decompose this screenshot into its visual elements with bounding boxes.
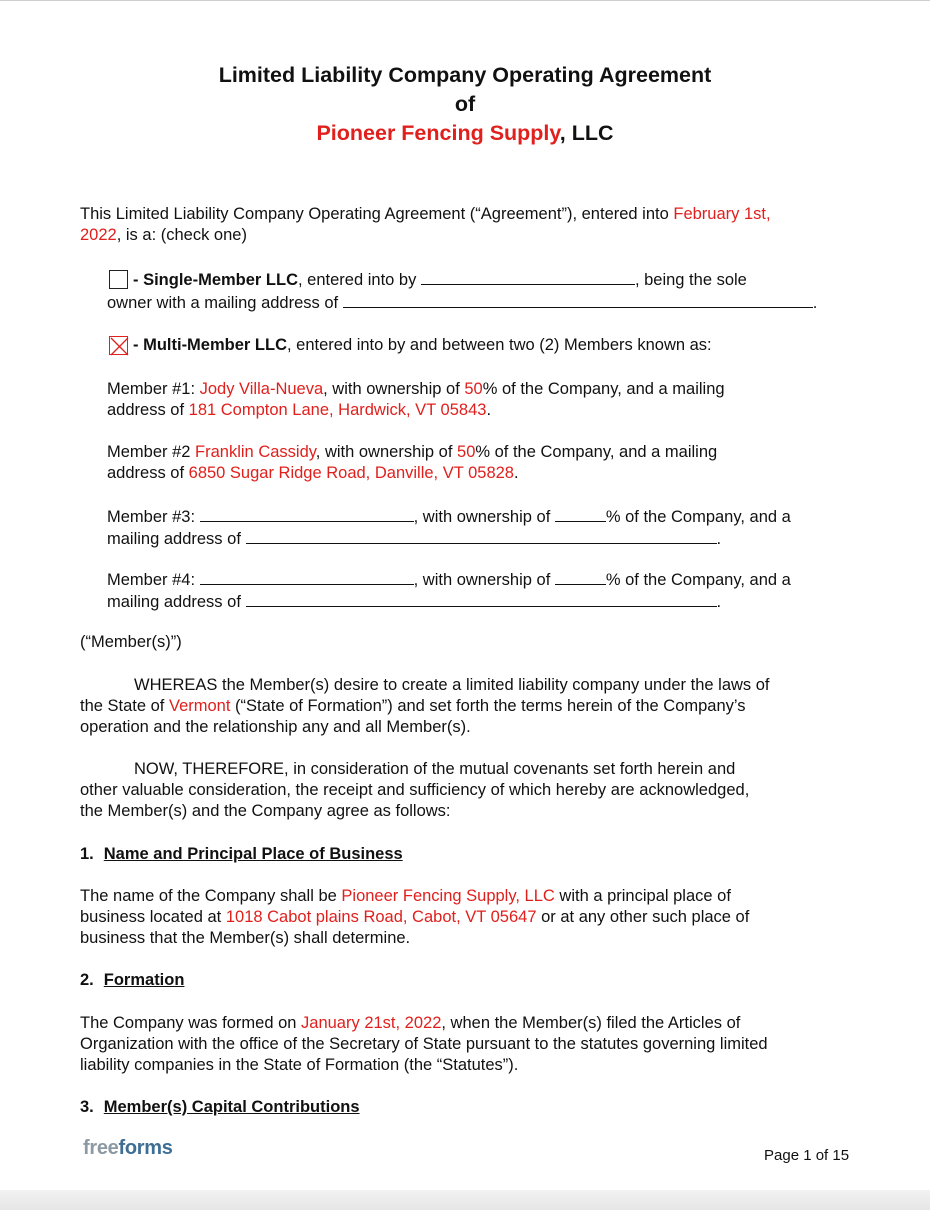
section-1-text: The name of the Company shall be (80, 887, 342, 905)
single-member-text-2: , being the sole (634, 271, 747, 289)
member-3-entry (107, 506, 791, 550)
section-1-text-2: with a principal place of (554, 887, 731, 905)
intro-text: This Limited Liability Company Operating Agreement (“Agreement”), entered into (80, 205, 674, 223)
section-title: Name and Principal Place of Business (103, 845, 403, 863)
member-3-name-blank[interactable] (200, 506, 414, 522)
whereas-line-2a: the State of (80, 697, 169, 715)
logo-free: free (83, 1137, 119, 1159)
single-member-checkbox[interactable] (109, 270, 128, 289)
intro-date-year: 2022 (80, 226, 117, 244)
section-3-heading (80, 1097, 360, 1118)
members-label: (“Member(s)”) (80, 633, 182, 651)
logo-forms: forms (118, 1137, 173, 1159)
page-bottom-edge (0, 1190, 930, 1210)
section-2-text: The Company was formed on (80, 1014, 302, 1032)
intro-text-end: , is a: (check one) (116, 226, 247, 244)
member-3-address-blank[interactable] (246, 528, 717, 544)
company-name: Pioneer Fencing Supply, LLC (341, 887, 555, 905)
title-line-1: Limited Liability Company Operating Agreement (218, 63, 712, 87)
member-1-address: 181 Compton Lane, Hardwick, VT 05843 (188, 401, 487, 419)
member-4-text: % of the Company, and a (605, 571, 791, 589)
document-title (0, 61, 930, 148)
member-2-prefix: Member #2 (107, 443, 196, 461)
intro-paragraph (80, 204, 771, 246)
single-member-line-1 (133, 269, 747, 291)
section-2-heading (80, 970, 184, 991)
member-4-address-blank[interactable] (246, 591, 717, 607)
now-therefore-line-3: the Member(s) and the Company agree as follows: (80, 802, 451, 820)
intro-date: February 1st, (673, 205, 771, 223)
member-3-address-label: mailing address of (107, 530, 246, 548)
section-number: 2. (80, 971, 94, 989)
member-3-text: % of the Company, and a (605, 508, 791, 526)
page-number: Page 1 of 15 (764, 1147, 850, 1164)
member-3-ownership-label: , with ownership of (413, 508, 555, 526)
section-1-text-3: business located at (80, 908, 226, 926)
multi-member-line (133, 335, 712, 356)
single-member-address-label: owner with a mailing address of (107, 294, 343, 312)
section-2-text-2: , when the Member(s) filed the Articles of (441, 1014, 741, 1032)
single-member-label: - Single-Member LLC (133, 271, 299, 289)
multi-member-label: - Multi-Member LLC (133, 336, 287, 354)
checkbox-x-icon (110, 337, 129, 356)
member-2-ownership: 50 (457, 443, 476, 461)
whereas-line-2b: (“State of Formation”) and set forth the terms herein of the Company’s (230, 697, 746, 715)
member-3-ownership-blank[interactable] (555, 506, 606, 522)
period: . (716, 593, 722, 611)
multi-member-checkbox[interactable] (109, 336, 128, 355)
section-1-text-5: business that the Member(s) shall determine. (80, 929, 411, 947)
whereas-paragraph (80, 675, 770, 738)
freeforms-logo (83, 1137, 173, 1160)
whereas-line-1: WHEREAS the Member(s) desire to create a limited liability company under the laws of (134, 676, 770, 694)
member-4-ownership-label: , with ownership of (413, 571, 555, 589)
member-2-address: 6850 Sugar Ridge Road, Danville, VT 05828 (188, 464, 514, 482)
section-1-heading (80, 844, 403, 865)
single-member-address-blank[interactable] (343, 292, 813, 308)
member-2-entry (107, 442, 717, 484)
title-company-suffix: , LLC (559, 121, 614, 145)
section-2-body (80, 1013, 768, 1076)
member-4-entry (107, 569, 791, 613)
member-1-ownership: 50 (464, 380, 483, 398)
now-therefore-line-2: other valuable consideration, the receipt and sufficiency of which hereby are acknowledged, (80, 781, 750, 799)
member-2-name: Franklin Cassidy (195, 443, 316, 461)
section-2-text-4: liability companies in the State of Formation (the “Statutes”). (80, 1056, 519, 1074)
title-line-2: of (454, 92, 476, 116)
now-therefore-line-1: NOW, THEREFORE, in consideration of the mutual covenants set forth herein and (134, 760, 736, 778)
state-of-formation: Vermont (168, 697, 231, 715)
member-1-entry (107, 379, 725, 421)
member-1-address-label: address of (107, 401, 189, 419)
member-1-ownership-label: , with ownership of (323, 380, 465, 398)
member-2-ownership-label: , with ownership of (315, 443, 458, 461)
multi-member-text: , entered into by and between two (2) Members known as: (287, 336, 712, 354)
section-2-text-3: Organization with the office of the Secretary of State pursuant to the statutes governing limited (80, 1035, 768, 1053)
member-3-prefix: Member #3: (107, 508, 200, 526)
formation-date: January 21st, 2022 (301, 1014, 442, 1032)
period: . (513, 464, 519, 482)
member-2-text: % of the Company, and a mailing (475, 443, 718, 461)
title-company-name: Pioneer Fencing Supply (316, 121, 560, 145)
section-number: 3. (80, 1098, 94, 1116)
single-member-name-blank[interactable] (421, 269, 635, 285)
member-1-name: Jody Villa-Nueva (199, 380, 324, 398)
single-member-line-2 (107, 292, 817, 314)
section-1-text-4: or at any other such place of (536, 908, 750, 926)
member-4-name-blank[interactable] (200, 569, 414, 585)
member-1-text: % of the Company, and a mailing (482, 380, 725, 398)
section-1-body (80, 886, 749, 949)
member-4-address-label: mailing address of (107, 593, 246, 611)
single-member-text: , entered into by (298, 271, 421, 289)
whereas-line-3: operation and the relationship any and all Member(s). (80, 718, 471, 736)
section-title: Member(s) Capital Contributions (103, 1098, 360, 1116)
section-number: 1. (80, 845, 94, 863)
period: . (716, 530, 722, 548)
title-line-3 (0, 119, 930, 148)
member-4-prefix: Member #4: (107, 571, 200, 589)
now-therefore-paragraph (80, 759, 749, 822)
member-2-address-label: address of (107, 464, 189, 482)
section-title: Formation (103, 971, 185, 989)
period: . (486, 401, 492, 419)
period: . (812, 294, 818, 312)
member-4-ownership-blank[interactable] (555, 569, 606, 585)
member-1-prefix: Member #1: (107, 380, 200, 398)
principal-address: 1018 Cabot plains Road, Cabot, VT 05647 (225, 908, 537, 926)
